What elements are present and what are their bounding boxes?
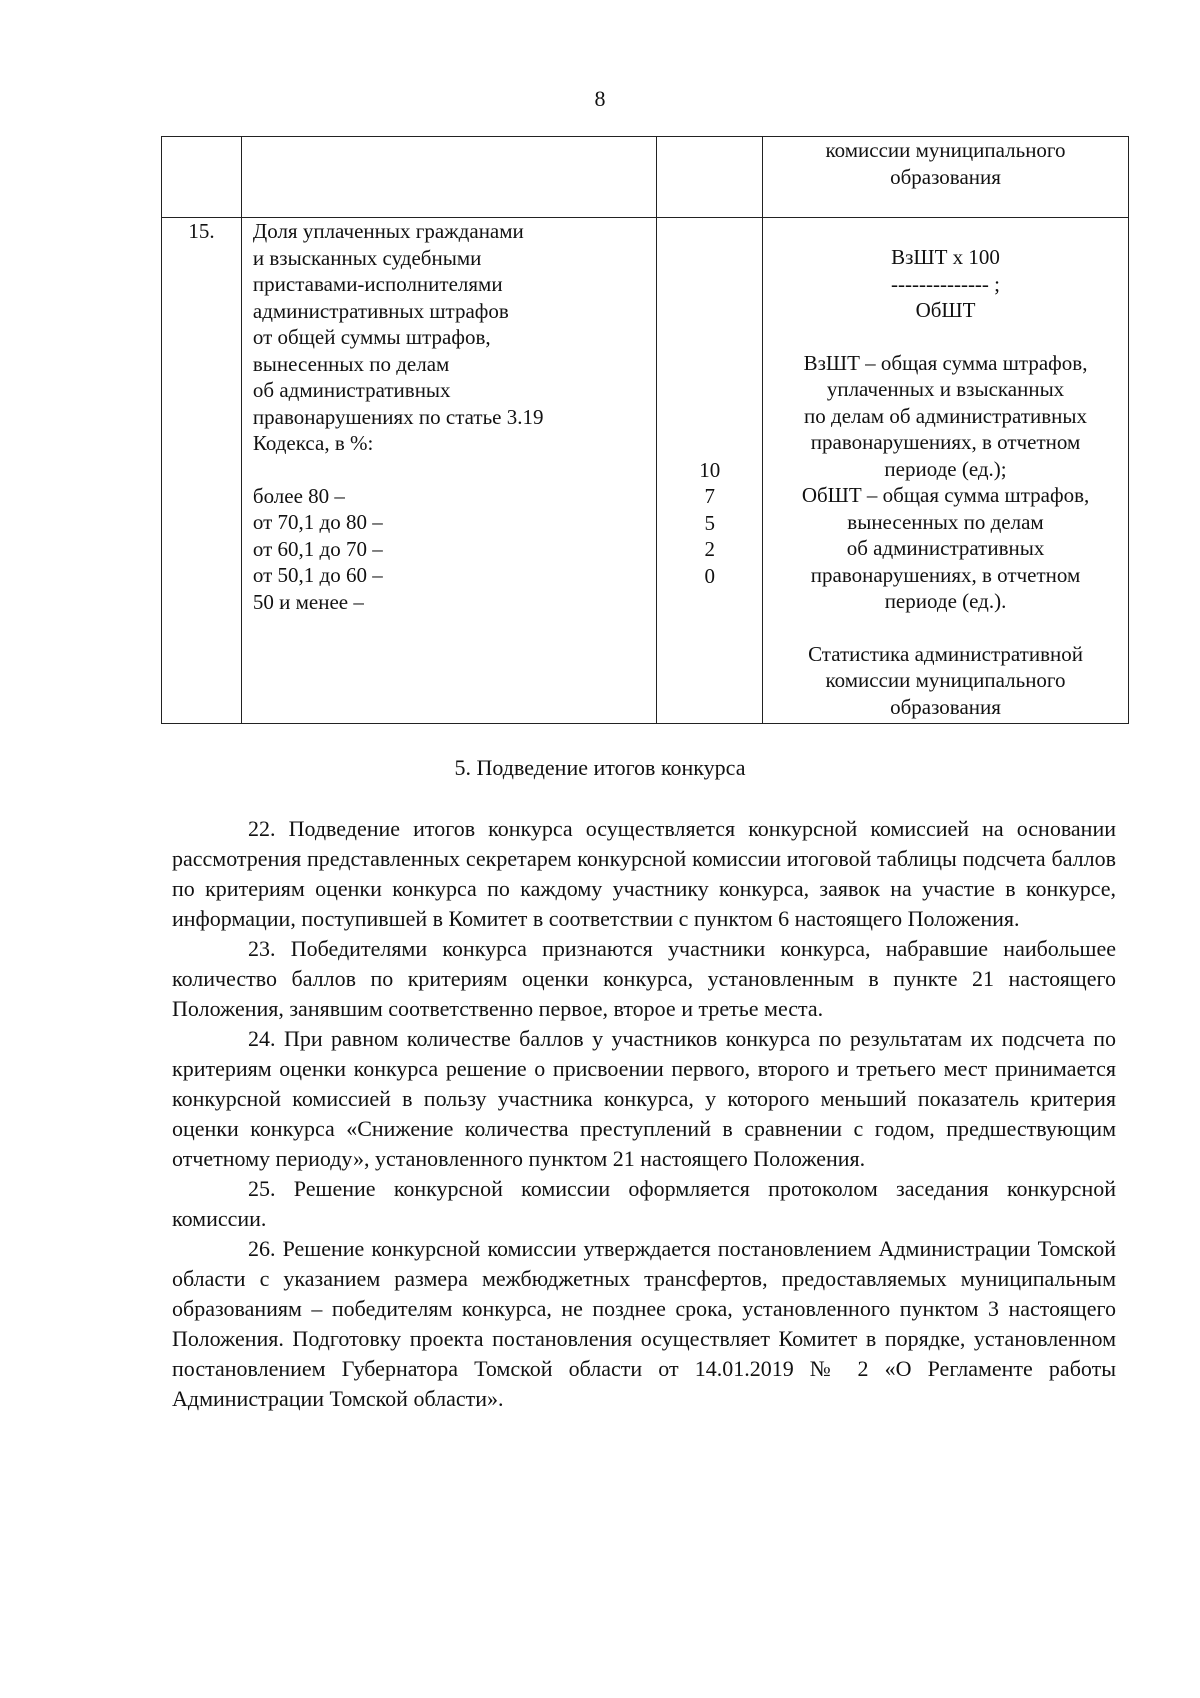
criterion-line: Доля уплаченных гражданами bbox=[252, 219, 524, 243]
explanation-line: об административных bbox=[846, 536, 1045, 560]
score-column bbox=[657, 218, 763, 724]
criterion-line: приставами-исполнителями bbox=[252, 272, 503, 296]
explanation-line: вынесенных по делам bbox=[847, 509, 1044, 534]
explanation-line: ОбШТ – общая сумма штрафов, bbox=[801, 483, 1090, 507]
criterion-line: правонарушениях по статье 3.19 bbox=[252, 404, 544, 429]
paragraph-22: 22. Подведение итогов конкурса осуществляется конкурсной комиссией на основании рассмотрения представленных секретарем конкурсной комиссии итоговой таблицы подсчета баллов по критериям оценки конкурса по каждому участнику конкурса, заявок на участие в конкурсе, информации, поступившей в Комитет в соответствии с пунктом 6 настоящего Положения. bbox=[172, 816, 1116, 931]
section-title: 5. Подведение итогов конкурса bbox=[454, 755, 746, 780]
explanation-line: по делам об административных bbox=[804, 403, 1088, 428]
cell-criterion bbox=[241, 137, 657, 218]
spacer bbox=[253, 457, 657, 483]
range-line: от 50,1 до 60 – bbox=[252, 563, 383, 587]
explanation-line: уплаченных и взысканных bbox=[826, 377, 1065, 401]
paragraph-23: 23. Победителями конкурса признаются участники конкурса, набравшие наибольшее количество баллов по критериям оценки конкурса, установленным в пункте 21 настоящего Положения, занявшим соответственно первое, второе и третье места. bbox=[172, 936, 1116, 1021]
page-number: 8 bbox=[594, 86, 606, 111]
paragraph-25: 25. Решение конкурсной комиссии оформляется протоколом заседания конкурсной комиссии. bbox=[172, 1176, 1116, 1231]
method-line: комиссии муниципального bbox=[825, 138, 1066, 162]
paragraph-26: 26. Решение конкурсной комиссии утверждается постановлением Администрации Томской области с указанием размера межбюджетных трансфертов, предоставляемых муниципальным образованиям – победителям конкурса, не позднее срока, установленного пунктом 3 настоящего Положения. Подготовку проекта постановления осуществляет Комитет в порядке, установленном постановлением Губернатора Томской области от 14.01.2019 № 2 «О Регламенте работы Администрации Томской области». bbox=[172, 1236, 1116, 1411]
body-text bbox=[172, 814, 1116, 1414]
explanation-line: правонарушениях, в отчетном bbox=[810, 430, 1081, 454]
table-row-continuation bbox=[162, 137, 1129, 218]
source-line: образования bbox=[890, 694, 1001, 719]
range-line: от 60,1 до 70 – bbox=[252, 536, 383, 561]
row-number bbox=[162, 218, 242, 724]
cell-method bbox=[763, 137, 1129, 218]
explanation-line: периоде (ед.). bbox=[884, 589, 1007, 613]
range-line: 50 и менее – bbox=[252, 589, 364, 614]
paragraph-24: 24. При равном количестве баллов у участников конкурса по результатам их подсчета по критериям оценки конкурса решение о присвоении первого, второго и третьего мест принимается конкурсной комиссией в пользу участника конкурса, у которого меньший показатель критерия оценки конкурса «Снижение количества преступлений в сравнении с годом, предшествующим отчетному периоду», установленного пунктом 21 настоящего Положения. bbox=[172, 1026, 1116, 1171]
score-value: 7 bbox=[704, 484, 715, 508]
range-line: более 80 – bbox=[252, 483, 345, 508]
spacer bbox=[657, 218, 762, 457]
range-line: от 70,1 до 80 – bbox=[252, 510, 383, 534]
formula-numerator: ВзШТ х 100 bbox=[891, 245, 1000, 269]
table-row-15 bbox=[162, 218, 1129, 724]
cell-number bbox=[162, 137, 242, 218]
criterion-name bbox=[241, 218, 657, 724]
method-line: образования bbox=[890, 164, 1001, 189]
criterion-line: Кодекса, в %: bbox=[252, 431, 374, 455]
criterion-line: административных штрафов bbox=[252, 298, 509, 323]
criterion-line: от общей суммы штрафов, bbox=[252, 325, 491, 349]
criterion-line: вынесенных по делам bbox=[252, 351, 450, 376]
explanation-line: периоде (ед.); bbox=[884, 456, 1007, 481]
criterion-line: об административных bbox=[252, 378, 451, 402]
source-line: комиссии муниципального bbox=[825, 668, 1066, 692]
source-line: Статистика административной bbox=[808, 641, 1083, 666]
spacer bbox=[763, 218, 1128, 244]
score-value: 0 bbox=[704, 563, 715, 588]
cell-score bbox=[657, 137, 763, 218]
row-number-text: 15. bbox=[188, 219, 215, 243]
spacer bbox=[763, 324, 1128, 350]
score-value: 5 bbox=[704, 510, 715, 535]
score-value: 2 bbox=[704, 537, 715, 561]
criterion-line: и взысканных судебными bbox=[252, 245, 482, 270]
explanation-line: ВзШТ – общая сумма штрафов, bbox=[803, 350, 1088, 375]
spacer bbox=[763, 615, 1128, 641]
score-value: 10 bbox=[699, 457, 721, 482]
formula-bar: -------------- ; bbox=[891, 271, 1001, 296]
calculation-method bbox=[763, 218, 1129, 724]
explanation-line: правонарушениях, в отчетном bbox=[810, 562, 1081, 587]
formula-denominator: ОбШТ bbox=[915, 298, 976, 322]
criteria-table bbox=[161, 136, 1129, 724]
